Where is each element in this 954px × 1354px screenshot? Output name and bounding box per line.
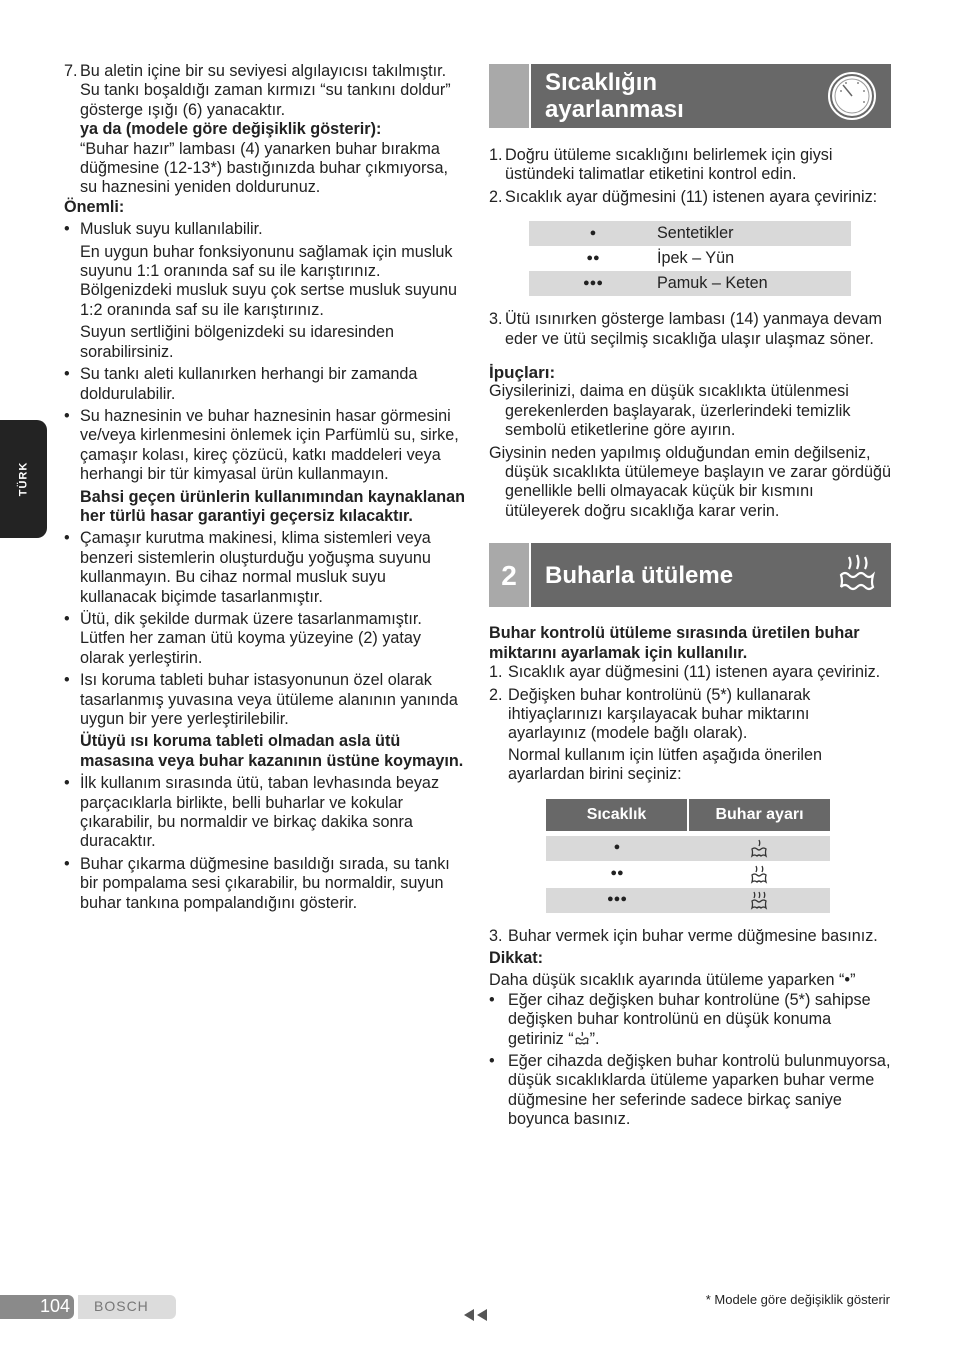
page-number: 104 bbox=[0, 1295, 74, 1319]
steam-level-1-icon bbox=[574, 1031, 590, 1045]
item-text: Bu aletin içine bir su seviyesi algılayıcısı takılmıştır. Su tankı boşaldığı zaman kırmızı “su tankını doldur” gösterge ışığı (6) yanacaktır. bbox=[80, 62, 451, 119]
temperature-row bbox=[529, 271, 851, 296]
tip-1: Giysilerinizi, daima en düşük sıcaklıkta ütülenmesi gerekenlerden başlayarak, üzerlerindeki temizlik sembolü etiketlerine göre ayırın. bbox=[489, 382, 851, 440]
steam-setting-cell bbox=[688, 862, 830, 887]
bullet-text: Buhar çıkarma düğmesine basıldığı sırada, su tankı bir pompalama sesi çıkarabilir, bu normaldir, suyun buhar tankına pompalandığını gösterir. bbox=[80, 854, 450, 912]
important-bullet bbox=[64, 220, 466, 362]
previous-page-icon[interactable] bbox=[462, 1308, 490, 1322]
temperature-step-3: 3. Ütü ısınırken gösterge lambası (14) yanmaya devam eder ve ütü seçilmiş sıcaklığa ulaşır ulaşmaz söner. bbox=[489, 310, 882, 348]
temperature-steps bbox=[489, 146, 891, 207]
temperature-dots: ●● bbox=[610, 867, 624, 880]
steam-table-header bbox=[546, 799, 830, 831]
steam-step-1: 1. Sıcaklık ayar düğmesini (11) istenen ayara çeviriniz. bbox=[489, 663, 881, 682]
bullet-mark: • bbox=[64, 365, 70, 384]
steam-row bbox=[546, 888, 830, 913]
temperature-row bbox=[529, 221, 851, 246]
steam-level-1-icon bbox=[749, 838, 769, 858]
section-title: Buharla ütüleme bbox=[545, 561, 734, 589]
right-column bbox=[489, 64, 891, 1130]
item-text-after: “Buhar hazır” lambası (4) yanarken buhar bırakma düğmesine (12-13*) bastığınızda buhar çıkmıyorsa, su haznesini yeniden doldurunuz. bbox=[80, 139, 449, 197]
temperature-step-1: 1. Doğru ütüleme sıcaklığını belirlemek için giysi üstündeki talimatlar etiketini kontrol edin. bbox=[489, 146, 833, 184]
bullet-text: Isı koruma tableti buhar istasyonunun özel olarak tasarlanmış yuvasına veya ütüleme alanının yanında uygun bir yere yerleştirilebilir. bbox=[80, 671, 458, 728]
important-bullet bbox=[64, 610, 466, 668]
steam-settings-table bbox=[546, 799, 830, 913]
bullet-text: Su haznesinin ve buhar haznesinin hasar görmesini ve/veya kirlenmesini önlemek için Parfümlü su, sirke, çamaşır kolası, kireç çözücü, katkı maddeleri veya herhangi bir tür kimyasal ürün kullanmayın. bbox=[80, 406, 459, 484]
steam-intro: Buhar kontrolü ütüleme sırasında üretilen buhar miktarını ayarlamak için kullanılır. bbox=[489, 624, 860, 662]
tips-label: İpuçları: bbox=[489, 363, 556, 383]
important-bullet bbox=[64, 365, 466, 404]
bullet-text: Ütü, dik şekilde durmak üzere tasarlanmamıştır. Lütfen her zaman ütü koyma yüzeyine (2) yatay olarak yerleştirin. bbox=[80, 609, 422, 667]
bullet-mark: • bbox=[64, 774, 70, 793]
header-steam-setting: Buhar ayarı bbox=[689, 799, 830, 831]
temperature-row bbox=[529, 246, 851, 271]
bullet-mark: • bbox=[64, 609, 70, 628]
section-number-box: 2 bbox=[489, 543, 531, 607]
important-bullet bbox=[64, 529, 466, 607]
left-column bbox=[64, 62, 466, 913]
bullet-text: Çamaşır kurutma makinesi, klima sistemleri veya benzeri sistemlerin oluşturduğu yoğuşma suyunu kullanmayın. Bu cihaz normal musluk suyu kullanacak biçimde tasarlanmıştır. bbox=[80, 529, 431, 606]
bullet-mark: • bbox=[64, 854, 70, 873]
steam-setting-cell bbox=[688, 888, 830, 913]
section-title: Sıcaklığın ayarlanması bbox=[545, 69, 684, 123]
fabric-label: Pamuk – Keten bbox=[657, 271, 851, 296]
temperature-dots: ● bbox=[613, 841, 621, 854]
important-list bbox=[64, 220, 466, 913]
fabric-label: Sentetikler bbox=[657, 221, 851, 246]
temperature-dots: ●●● bbox=[607, 893, 627, 906]
bullet-warning: Bahsi geçen ürünlerin kullanımından kaynaklanan her türlü hasar garantiyi geçersiz kılacaktır. bbox=[80, 487, 466, 525]
item-number: 7. bbox=[64, 62, 78, 80]
steam-row bbox=[546, 862, 830, 887]
important-bullet bbox=[64, 671, 466, 771]
temperature-step-2: 2. Sıcaklık ayar düğmesini (11) istenen ayara çeviriniz: bbox=[489, 187, 878, 206]
caution-bullet-2: • Eğer cihazda değişken buhar kontrolü bulunmuyorsa, düşük sıcaklıklarda ütüleme yaparken buhar verme düğmesine her seferinde sadece birkaç saniye boyunca basınız. bbox=[489, 1051, 891, 1129]
temperature-dots: ●●● bbox=[529, 271, 657, 296]
caution-bullet-1: • Eğer cihaz değişken buhar kontrolüne (5*) sahipse değişken buhar kontrolünü en düşük konuma getiriniz “ ”. bbox=[489, 990, 871, 1048]
steam-level-3-icon bbox=[749, 890, 769, 910]
caution-label: Dikkat: bbox=[489, 948, 543, 967]
language-tab: TÜRK bbox=[0, 420, 47, 538]
steam-step-3: 3. Buhar vermek için buhar verme düğmesine basınız. bbox=[489, 926, 878, 945]
tip-2: Giysinin neden yapılmış olduğundan emin değilseniz, düşük sıcaklıkta ütülemeye başlayın ve zarar gördüğü genellikle belli olmayacak küçük bir kısmını ütüleyerek doğru sıcaklığa karar verin. bbox=[489, 443, 892, 520]
temperature-table bbox=[529, 221, 851, 296]
steam-setting-cell bbox=[688, 836, 830, 861]
bullet-text: Musluk suyu kullanılabilir. bbox=[80, 220, 263, 239]
important-label: Önemli: bbox=[64, 197, 125, 216]
section-header-steam bbox=[489, 543, 891, 607]
caution-text: Daha düşük sıcaklık ayarında ütüleme yaparken “•” bbox=[489, 971, 856, 990]
important-bullet bbox=[64, 774, 466, 852]
steam-row bbox=[546, 836, 830, 861]
section-header-temperature bbox=[489, 64, 891, 128]
steam-icon bbox=[837, 553, 877, 597]
model-note: ya da (modele göre değişiklik gösterir): bbox=[80, 120, 382, 139]
bullet-mark: • bbox=[64, 406, 70, 425]
fabric-label: İpek – Yün bbox=[657, 249, 735, 268]
bullet-warning: Ütüyü ısı koruma tableti olmadan asla ütü masasına veya buhar kazanının üstüne koymayın. bbox=[80, 732, 464, 770]
bullet-extra-text: Suyun sertliğini bölgenizdeki su idaresinden sorabilirsiniz. bbox=[80, 323, 395, 361]
important-bullet bbox=[64, 407, 466, 526]
footnote: * Modele göre değişiklik gösterir bbox=[705, 1292, 890, 1307]
bullet-mark: • bbox=[64, 529, 70, 548]
temperature-dial-icon bbox=[827, 71, 877, 121]
bullet-extra-text: En uygun buhar fonksiyonunu sağlamak için musluk suyunu 1:1 oranında saf su ile karıştırınız. Bölgenizdeki musluk suyu çok sertse musluk suyunu 1:2 oranında saf su ile karıştırınız. bbox=[80, 242, 457, 319]
instruction-item-7 bbox=[64, 62, 466, 198]
bullet-text: Su tankı aleti kullanırken herhangi bir zamanda doldurulabilir. bbox=[80, 365, 418, 403]
header-temperature: Sıcaklık bbox=[546, 799, 687, 831]
temperature-dots: ● bbox=[529, 221, 657, 246]
steam-step-2: 2. Değişken buhar kontrolünü (5*) kullanarak ihtiyaçlarınızı karşılayacak buhar miktarını ayarlayınız (modele bağlı olarak). Normal kullanım için lütfen aşağıda önerilen ayarlardan birini seçiniz: bbox=[489, 685, 823, 784]
important-bullet bbox=[64, 855, 466, 913]
steam-level-2-icon bbox=[749, 864, 769, 884]
temperature-dots: ●● bbox=[586, 252, 600, 265]
section-number-box bbox=[489, 64, 531, 128]
bullet-mark: • bbox=[64, 220, 70, 239]
bullet-mark: • bbox=[64, 671, 70, 690]
bullet-text: İlk kullanım sırasında ütü, taban levhasında beyaz parçacıklarla birlikte, belli buharlar ve kokular çıkarabilir, bu normaldir ve birkaç dakika sonra duracaktır. bbox=[80, 774, 440, 851]
brand-label: BOSCH bbox=[78, 1295, 176, 1319]
